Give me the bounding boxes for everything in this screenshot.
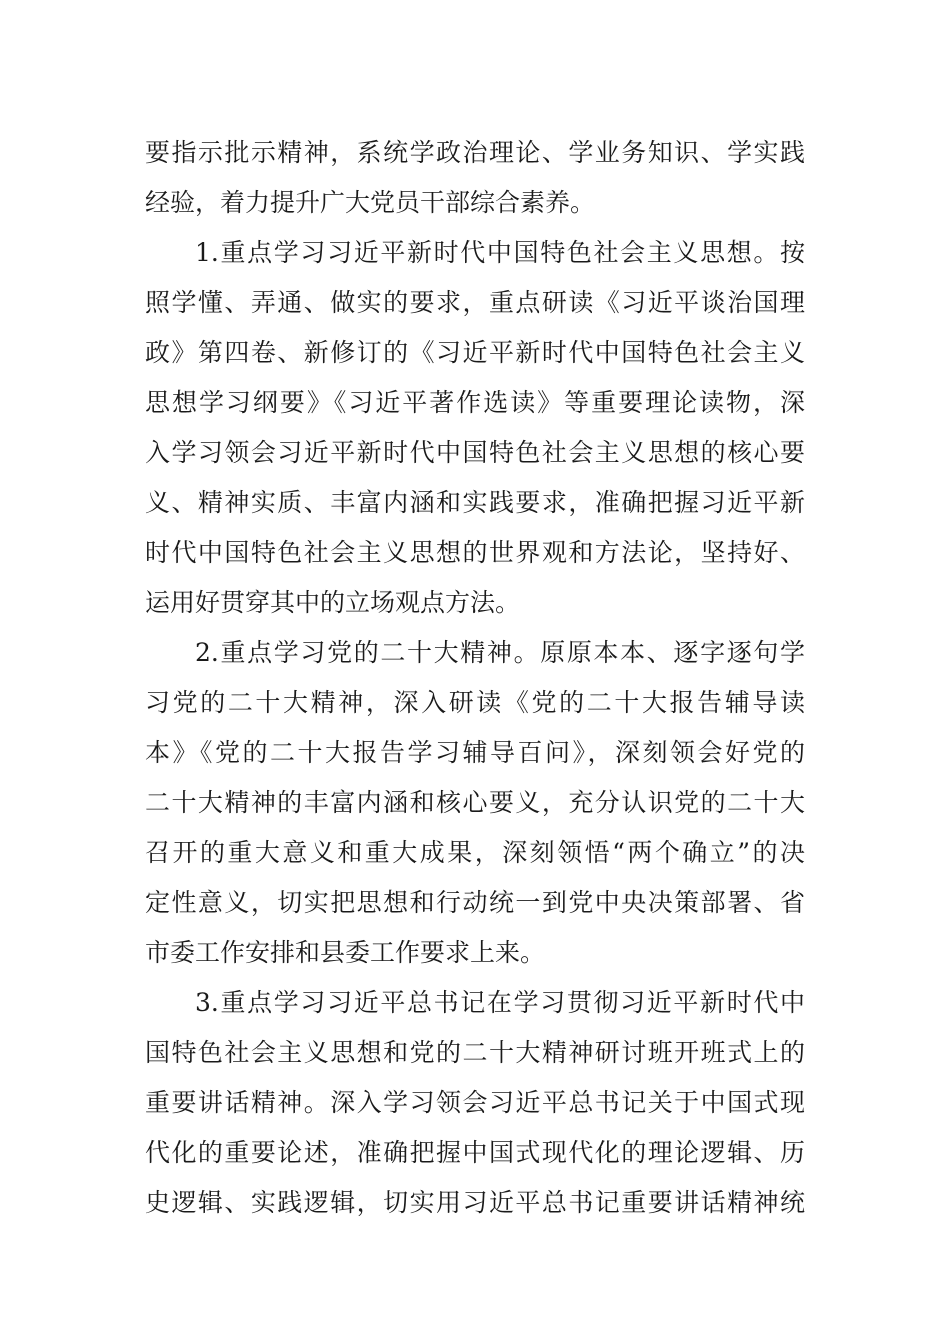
text-line: 重要讲话精神。深入学习领会习近平总书记关于中国式现 bbox=[145, 1088, 805, 1117]
text-line: 召开的重大意义和重大成果，深刻领悟“两个确立”的决 bbox=[145, 838, 805, 867]
text-line: 市委工作安排和县委工作要求上来。 bbox=[145, 938, 546, 967]
text-line: 代化的重要论述，准确把握中国式现代化的理论逻辑、历 bbox=[145, 1138, 805, 1167]
text-line: 照学懂、弄通、做实的要求，重点研读《习近平谈治国理 bbox=[145, 288, 805, 317]
paragraph-1-heading-line: 1.重点学习习近平新时代中国特色社会主义思想。按 bbox=[195, 238, 805, 267]
text-line: 要指示批示精神，系统学政治理论、学业务知识、学实践 bbox=[145, 138, 805, 167]
text-line: 国特色社会主义思想和党的二十大精神研讨班开班式上的 bbox=[145, 1038, 805, 1067]
text-line: 本》《党的二十大报告学习辅导百问》，深刻领会好党的 bbox=[145, 738, 805, 767]
paragraph-3-heading-line: 3.重点学习习近平总书记在学习贯彻习近平新时代中 bbox=[195, 988, 805, 1017]
text-line: 定性意义，切实把思想和行动统一到党中央决策部署、省 bbox=[145, 888, 805, 917]
text-line: 二十大精神的丰富内涵和核心要义，充分认识党的二十大 bbox=[145, 788, 805, 817]
text-line: 政》第四卷、新修订的《习近平新时代中国特色社会主义 bbox=[145, 338, 805, 367]
paragraph-2-heading-line: 2.重点学习党的二十大精神。原原本本、逐字逐句学 bbox=[195, 638, 805, 667]
text-line: 习党的二十大精神，深入研读《党的二十大报告辅导读 bbox=[145, 688, 805, 717]
text-line: 史逻辑、实践逻辑，切实用习近平总书记重要讲话精神统 bbox=[145, 1188, 805, 1217]
text-line: 入学习领会习近平新时代中国特色社会主义思想的核心要 bbox=[145, 438, 805, 467]
text-line: 思想学习纲要》《习近平著作选读》等重要理论读物，深 bbox=[145, 388, 805, 417]
text-line: 时代中国特色社会主义思想的世界观和方法论，坚持好、 bbox=[145, 538, 805, 567]
text-line: 经验，着力提升广大党员干部综合素养。 bbox=[145, 188, 596, 217]
text-line: 义、精神实质、丰富内涵和实践要求，准确把握习近平新 bbox=[145, 488, 805, 517]
text-line: 运用好贯穿其中的立场观点方法。 bbox=[145, 588, 521, 617]
